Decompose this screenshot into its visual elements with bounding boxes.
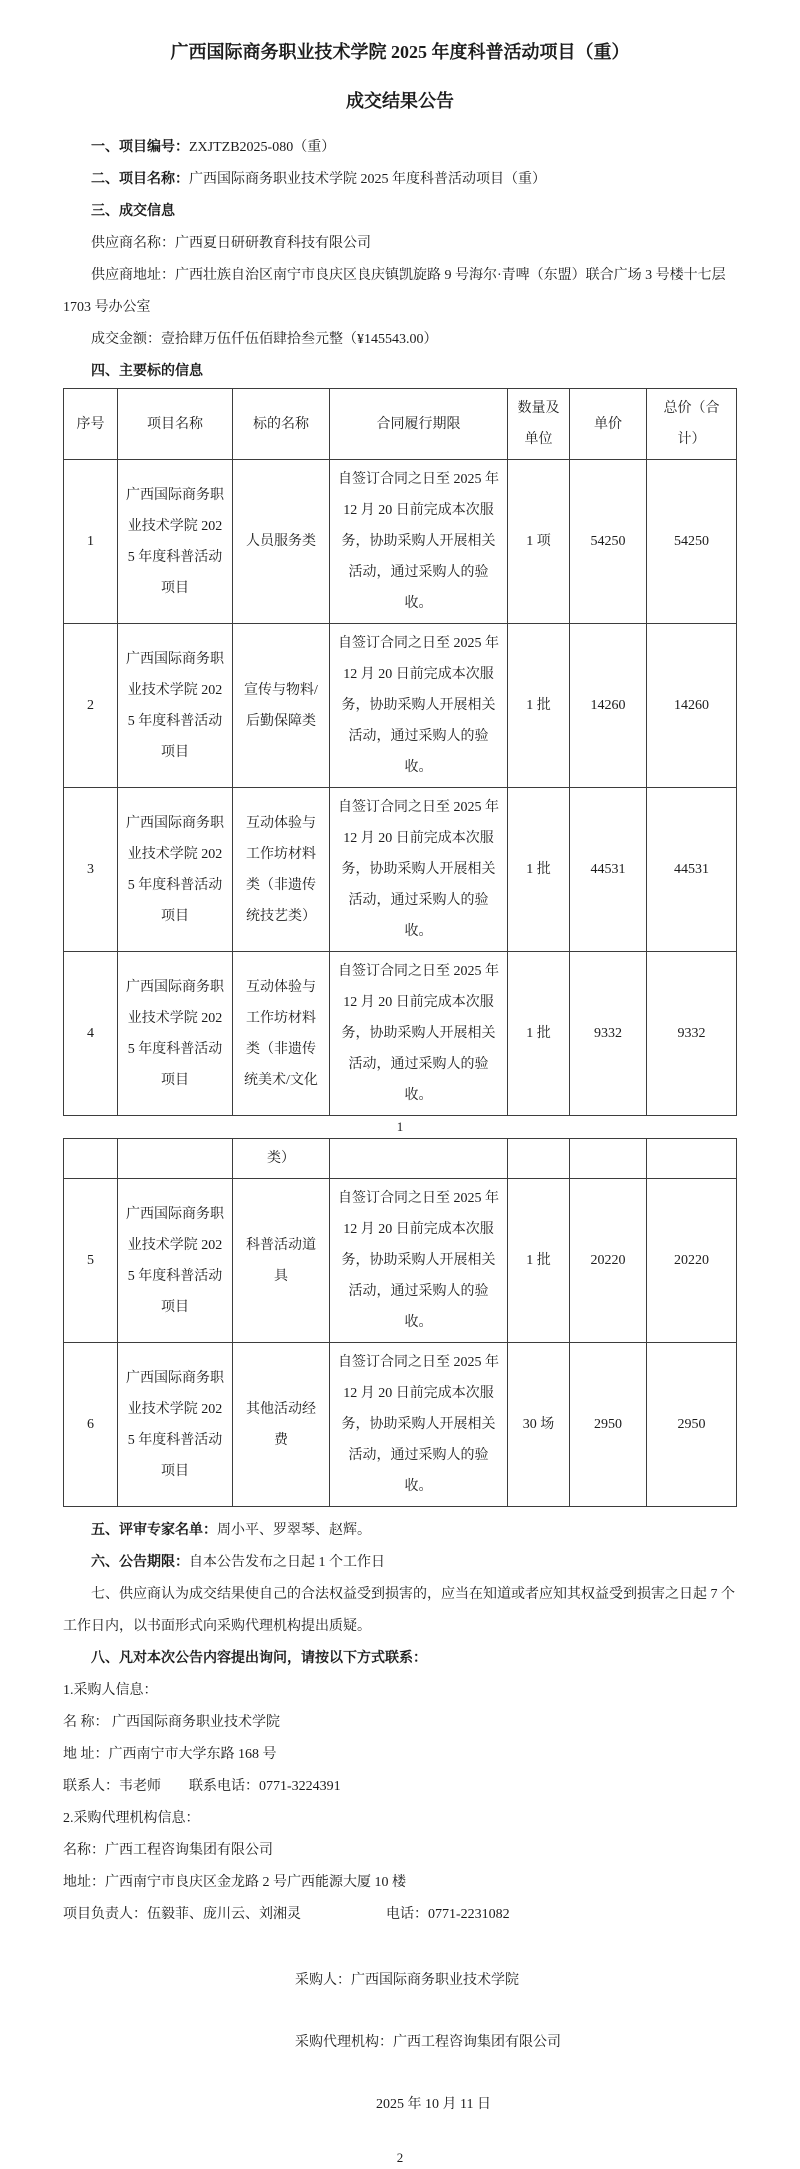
- cell-qty: 1 批: [508, 788, 570, 952]
- buyer-contact-line: [63, 1771, 737, 1803]
- tail-sections: [63, 1515, 737, 1931]
- cell-no: 6: [64, 1343, 118, 1507]
- agency-pm-phone: 电话：0771-2231082: [386, 1907, 510, 1922]
- objection-clause-line: 七、供应商认为成交结果使自己的合法权益受到损害的，应当在知道或者应知其权益受到损害之日起 7 个工作日内，以书面形式向采购代理机构提出质疑。: [63, 1587, 735, 1634]
- cell-no: 5: [64, 1179, 118, 1343]
- experts-line: [63, 1515, 737, 1547]
- cell-unit-price: 20220: [570, 1179, 647, 1343]
- cell-qty: 1 批: [508, 952, 570, 1116]
- document-title-line1: 广西国际商务职业技术学院 2025 年度科普活动项目（重）: [170, 42, 630, 62]
- cell-project: 广西国际商务职业技术学院 2025 年度科普活动项目: [118, 460, 233, 624]
- table-row: [64, 1343, 737, 1507]
- project-number-value: ZXJTZB2025-080（重）: [189, 140, 336, 155]
- table-row: [64, 624, 737, 788]
- header-unit-price: 单价: [570, 389, 647, 460]
- supplier-address-line: 供应商地址：广西壮族自治区南宁市良庆区良庆镇凯旋路 9 号海尔·青啤（东盟）联合广场 3 号楼十七层 1703 号办公室: [63, 268, 726, 315]
- cell-subject: 宣传与物料/后勤保障类: [233, 624, 330, 788]
- document-title-line2: 成交结果公告: [346, 91, 454, 111]
- signature-date: 2025 年 10 月 11 日: [376, 2097, 491, 2112]
- cell-total: [647, 1139, 737, 1179]
- header-project: 项目名称: [118, 389, 233, 460]
- header-qty: 数量及单位: [508, 389, 570, 460]
- agency-address-line: 地址：广西南宁市良庆区金龙路 2 号广西能源大厦 10 楼: [63, 1875, 406, 1890]
- notice-period-label: 六、公告期限：: [91, 1555, 189, 1570]
- cell-no: 1: [64, 460, 118, 624]
- cell-total: 2950: [647, 1343, 737, 1507]
- cell-project: 广西国际商务职业技术学院 2025 年度科普活动项目: [118, 1343, 233, 1507]
- agency-info-heading: 2.采购代理机构信息：: [63, 1811, 200, 1826]
- agency-pm-names: 项目负责人：伍毅菲、庞川云、刘湘灵: [63, 1907, 301, 1922]
- cell-total: 20220: [647, 1179, 737, 1343]
- cell-total: 9332: [647, 952, 737, 1116]
- buyer-contact-phone: 联系电话：0771-3224391: [189, 1779, 341, 1794]
- cell-subject: 人员服务类: [233, 460, 330, 624]
- cell-no: [64, 1139, 118, 1179]
- signature-buyer: 采购人：广西国际商务职业技术学院: [295, 1973, 519, 1988]
- table-row: [64, 952, 737, 1116]
- notice-period-value: 自本公告发布之日起 1 个工作日: [189, 1555, 385, 1570]
- cell-project: 广西国际商务职业技术学院 2025 年度科普活动项目: [118, 788, 233, 952]
- page-number-2: 2: [396, 2150, 404, 2165]
- cell-subject-continued: 类）: [233, 1139, 330, 1179]
- experts-label: 五、评审专家名单：: [91, 1523, 217, 1538]
- cell-project: 广西国际商务职业技术学院 2025 年度科普活动项目: [118, 624, 233, 788]
- cell-unit-price: 9332: [570, 952, 647, 1116]
- cell-total: 14260: [647, 624, 737, 788]
- cell-qty: 1 项: [508, 460, 570, 624]
- buyer-info-heading: 1.采购人信息：: [63, 1683, 158, 1698]
- subject-info-table-page1: [63, 388, 737, 1116]
- cell-qty: 1 批: [508, 1179, 570, 1343]
- page-number-1: 1: [396, 1119, 404, 1134]
- project-name-line: [63, 164, 737, 196]
- cell-project: [118, 1139, 233, 1179]
- experts-value: 周小平、罗翠琴、赵辉。: [217, 1523, 371, 1538]
- cell-total: 44531: [647, 788, 737, 952]
- header-period: 合同履行期限: [330, 389, 508, 460]
- cell-period: 自签订合同之日至 2025 年 12 月 20 日前完成本次服务，协助采购人开展相关活动，通过采购人的验收。: [330, 788, 508, 952]
- cell-period: 自签订合同之日至 2025 年 12 月 20 日前完成本次服务，协助采购人开展相关活动，通过采购人的验收。: [330, 460, 508, 624]
- cell-no: 4: [64, 952, 118, 1116]
- agency-name-line: 名称：广西工程咨询集团有限公司: [63, 1843, 273, 1858]
- project-name-value: 广西国际商务职业技术学院 2025 年度科普活动项目（重）: [189, 172, 546, 187]
- header-no: 序号: [64, 389, 118, 460]
- cell-unit-price: 54250: [570, 460, 647, 624]
- cell-subject: 互动体验与工作坊材料类（非遗传统技艺类）: [233, 788, 330, 952]
- signature-block: [63, 1965, 737, 2121]
- cell-period: 自签订合同之日至 2025 年 12 月 20 日前完成本次服务，协助采购人开展相关活动，通过采购人的验收。: [330, 1343, 508, 1507]
- buyer-address-line: 地 址：广西南宁市大学东路 168 号: [63, 1747, 277, 1762]
- project-number-line: [63, 132, 737, 164]
- table-row: [64, 460, 737, 624]
- deal-info-heading: 三、成交信息: [91, 204, 175, 219]
- table-row: [64, 788, 737, 952]
- cell-period: 自签订合同之日至 2025 年 12 月 20 日前完成本次服务，协助采购人开展相关活动，通过采购人的验收。: [330, 624, 508, 788]
- cell-period: 自签订合同之日至 2025 年 12 月 20 日前完成本次服务，协助采购人开展相关活动，通过采购人的验收。: [330, 952, 508, 1116]
- cell-subject: 互动体验与工作坊材料类（非遗传统美术/文化: [233, 952, 330, 1116]
- notice-period-line: [63, 1547, 737, 1579]
- header-subject: 标的名称: [233, 389, 330, 460]
- table-row: [64, 1179, 737, 1343]
- agency-pm-line: [63, 1899, 737, 1931]
- table-header-row: [64, 389, 737, 460]
- cell-unit-price: [570, 1139, 647, 1179]
- project-name-label: 二、项目名称：: [91, 172, 189, 187]
- project-number-label: 一、项目编号：: [91, 140, 189, 155]
- cell-subject: 科普活动道具: [233, 1179, 330, 1343]
- cell-qty: [508, 1139, 570, 1179]
- cell-project: 广西国际商务职业技术学院 2025 年度科普活动项目: [118, 952, 233, 1116]
- signature-agency: 采购代理机构：广西工程咨询集团有限公司: [295, 2035, 561, 2050]
- table-continuation-row: [64, 1139, 737, 1179]
- deal-amount-line: 成交金额：壹拾肆万伍仟伍佰肆拾叁元整（¥145543.00）: [91, 332, 438, 347]
- cell-subject: 其他活动经费: [233, 1343, 330, 1507]
- subject-info-heading: 四、主要标的信息: [91, 364, 203, 379]
- cell-no: 3: [64, 788, 118, 952]
- buyer-name-line: 名 称： 广西国际商务职业技术学院: [63, 1715, 280, 1730]
- cell-no: 2: [64, 624, 118, 788]
- supplier-name-line: 供应商名称：广西夏日研研教育科技有限公司: [91, 236, 371, 251]
- contact-heading: 八、凡对本次公告内容提出询问，请按以下方式联系：: [91, 1651, 427, 1666]
- header-total: 总价（合计）: [647, 389, 737, 460]
- subject-info-table-page2: [63, 1138, 737, 1507]
- cell-unit-price: 44531: [570, 788, 647, 952]
- cell-period: 自签订合同之日至 2025 年 12 月 20 日前完成本次服务，协助采购人开展相关活动，通过采购人的验收。: [330, 1179, 508, 1343]
- cell-qty: 1 批: [508, 624, 570, 788]
- cell-period: [330, 1139, 508, 1179]
- cell-project: 广西国际商务职业技术学院 2025 年度科普活动项目: [118, 1179, 233, 1343]
- cell-qty: 30 场: [508, 1343, 570, 1507]
- cell-total: 54250: [647, 460, 737, 624]
- cell-unit-price: 2950: [570, 1343, 647, 1507]
- cell-unit-price: 14260: [570, 624, 647, 788]
- buyer-contact-person: 联系人：韦老师: [63, 1779, 161, 1794]
